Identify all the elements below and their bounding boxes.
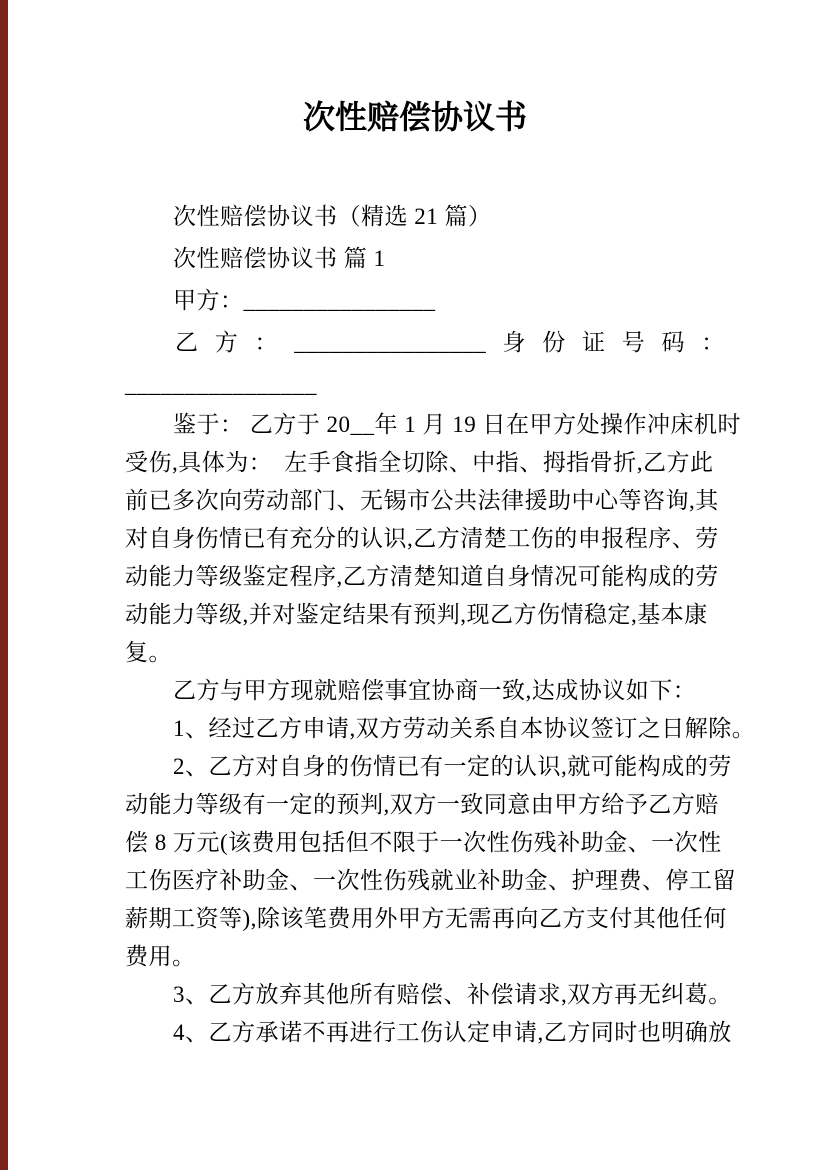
text-line: 费用。: [125, 944, 196, 969]
page-title: 次性赔偿协议书: [302, 99, 527, 135]
text-line: 4、乙方承诺不再进行工伤认定申请,乙方同时也明确放: [173, 1020, 732, 1045]
text-line: 动能力等级,并对鉴定结果有预判,现乙方伤情稳定,基本康: [125, 602, 708, 627]
text-line: 1、经过乙方申请,双方劳动关系自本协议签订之日解除。: [173, 716, 756, 741]
left-accent-stripe: [0, 0, 8, 1170]
text-line: 偿 8 万元(该费用包括但不限于一次性伤残补助金、一次性: [125, 830, 722, 855]
document-content: [125, 0, 756, 1052]
text-line: 复。: [125, 640, 172, 665]
text-line: 对自身伤情已有充分的认识,乙方清楚工伤的申报程序、劳: [125, 526, 719, 551]
text-line: 鉴于： 乙方于 20__年 1 月 19 日在甲方处操作冲床机时: [173, 412, 741, 437]
text-line: 次性赔偿协议书（精选 21 篇）: [173, 204, 492, 229]
text-line: 工伤医疗补助金、一次性伤残就业补助金、护理费、停工留: [125, 868, 736, 893]
text-line: 前已多次向劳动部门、无锡市公共法律援助中心等咨询,其: [125, 488, 719, 513]
intro-section: [125, 196, 725, 406]
text-line: 乙 方 ： ________________ 身 份 证 号 码 ：: [175, 330, 725, 355]
text-line: 3、乙方放弃其他所有赔偿、补偿请求,双方再无纠葛。: [173, 982, 732, 1007]
text-line: ________________: [125, 372, 317, 397]
text-line: 次性赔偿协议书 篇 1: [173, 246, 386, 271]
text-line: 动能力等级有一定的预判,双方一致同意由甲方给予乙方赔: [125, 792, 719, 817]
body-section: [125, 406, 756, 1052]
text-line: 薪期工资等),除该笔费用外甲方无需再向乙方支付其他任何: [125, 906, 727, 931]
text-line: 受伤,具体为： 左手食指全切除、中指、拇指骨折,乙方此: [125, 450, 714, 475]
text-line: 乙方与甲方现就赔偿事宜协商一致,达成协议如下：: [173, 678, 697, 703]
text-line: 甲方：________________: [173, 288, 436, 313]
text-line: 2、乙方对自身的伤情已有一定的认识,就可能构成的劳: [173, 754, 732, 779]
text-line: 动能力等级鉴定程序,乙方清楚知道自身情况可能构成的劳: [125, 564, 719, 589]
